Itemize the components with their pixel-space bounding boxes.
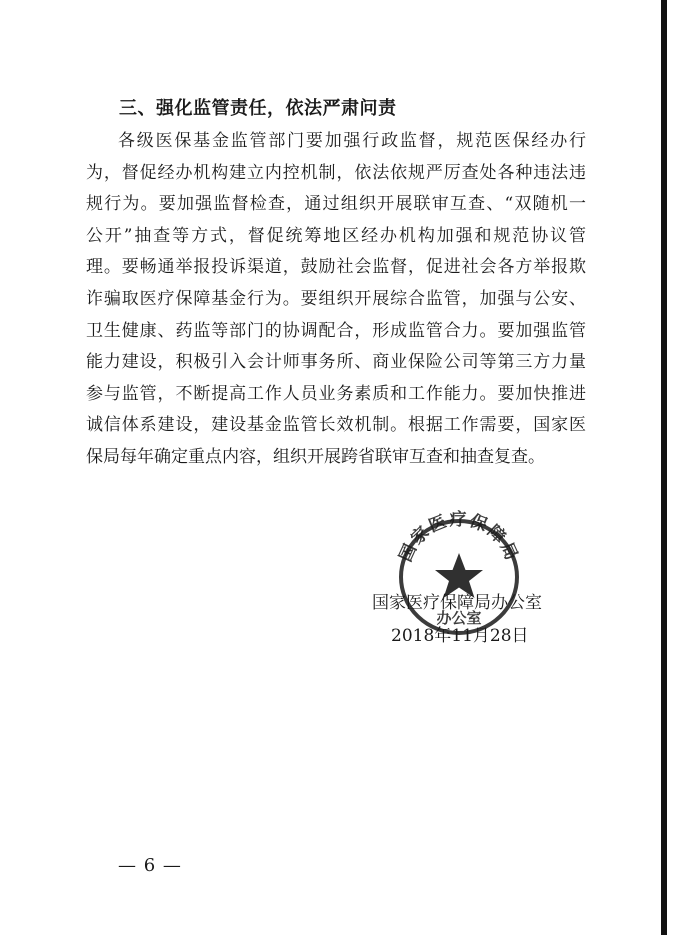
issuer-signature: 国家医疗保障局办公室 — [372, 593, 542, 613]
scan-edge-bar — [661, 0, 667, 935]
paragraph-line: 诚信体系建设，建设基金监管长效机制。根据工作需要，国家医 — [86, 415, 586, 436]
seal-bottom-text: 办公室 — [436, 609, 482, 627]
official-seal — [389, 509, 529, 639]
section-heading: 三、强化监管责任，依法严肃问责 — [119, 98, 397, 119]
paragraph-line: 规行为。要加强监督检查，通过组织开展联审互查、“双随机一 — [86, 194, 586, 215]
paragraph-line: 为，督促经办机构建立内控机制，依法依规严厉查处各种违法违 — [86, 162, 586, 183]
paragraph-line: 能力建设，积极引入会计师事务所、商业保险公司等第三方力量 — [86, 352, 586, 373]
page-number: — 6 — — [118, 855, 182, 876]
paragraph-line: 卫生健康、药监等部门的协调配合，形成监管合力。要加强监管 — [86, 320, 586, 341]
paragraph-line: 保局每年确定重点内容，组织开展跨省联审互查和抽查复查。 — [86, 446, 545, 467]
paragraph-line: 理。要畅通举报投诉渠道，鼓励社会监督，促进社会各方举报欺 — [86, 257, 586, 278]
paragraph-line: 诈骗取医疗保障基金行为。要组织开展综合监管，加强与公安、 — [86, 288, 586, 309]
paragraph-line: 公开”抽查等方式，督促统筹地区经办机构加强和规范协议管 — [86, 225, 586, 246]
paragraph-line: 各级医保基金监管部门要加强行政监督，规范医保经办行 — [118, 131, 586, 151]
seal-ring-text: 国家医疗保障局 — [395, 509, 523, 565]
paragraph-line: 参与监管，不断提高工作人员业务素质和工作能力。要加快推进 — [86, 383, 586, 404]
issue-date: 2018年11月28日 — [391, 626, 529, 646]
body-paragraph — [86, 126, 586, 474]
